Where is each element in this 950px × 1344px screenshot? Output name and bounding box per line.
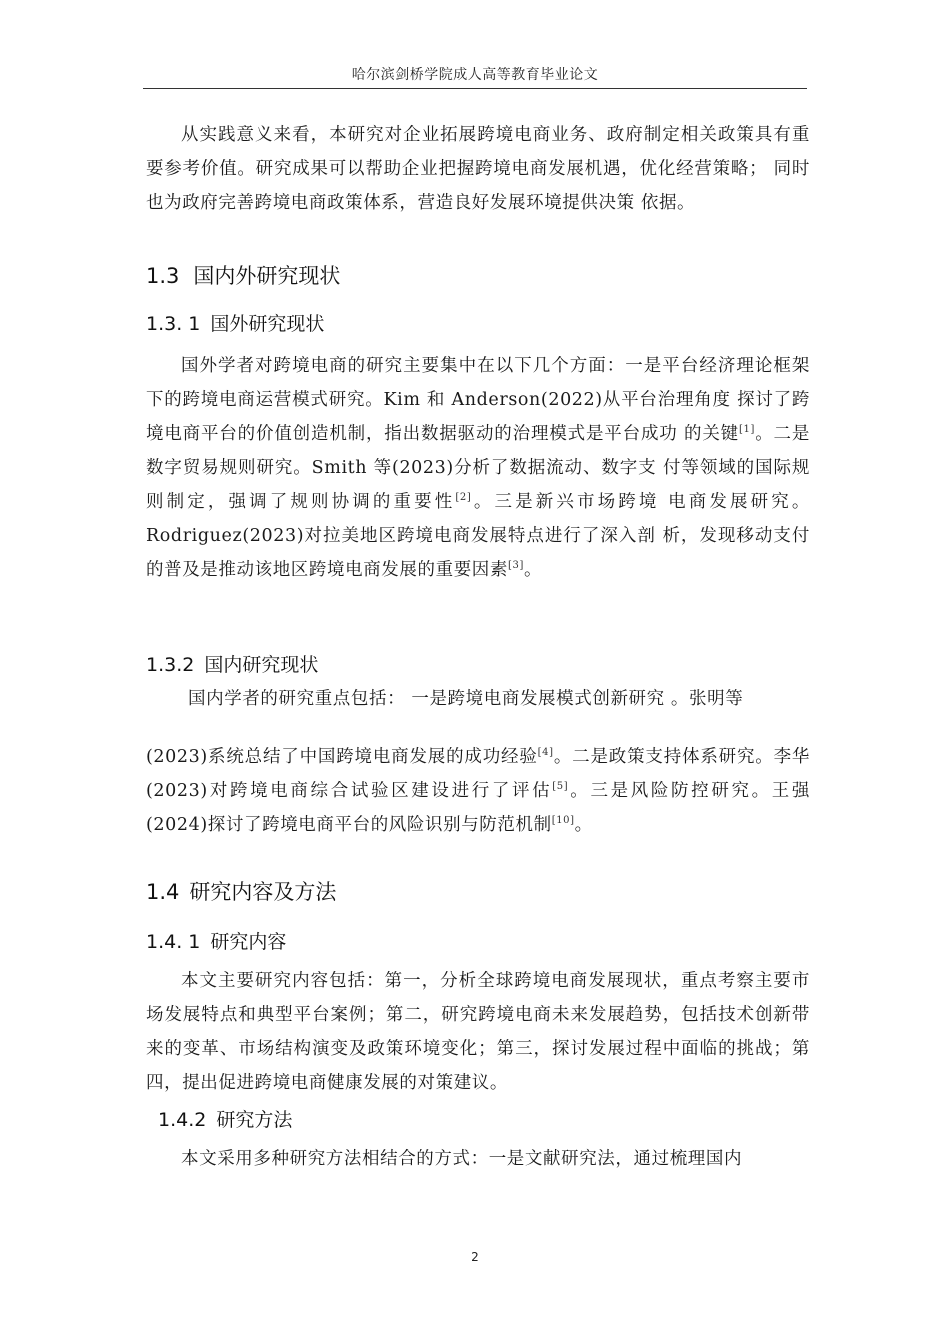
citation-ref: [4]	[537, 747, 554, 759]
section-title: 国内外研究现状	[193, 264, 341, 288]
citation-ref: [2]	[455, 492, 472, 504]
text-run: 国外学者对跨境电商的研究主要集中在以下几个方面：一是平台经济理论框架下的跨境电商运营模式研究。Kim 和 Anderson(2022)从平台治理角度 探讨了跨境电商平台的价值创造机制，指出数据驱动的治理模式是平台成功 的关键	[146, 356, 810, 444]
text-run: 。三是新兴市场跨境 电商发展研究。Rodriguez(2023)对拉美地区跨境电商发展特点进行了深入剖 析，发现移动支付的普及是推动该地区跨境电商发展的重要因素	[146, 492, 810, 580]
section-title: 研究内容	[210, 931, 287, 953]
text-run: 。	[523, 560, 543, 580]
section-1-4-1-heading	[146, 927, 286, 954]
page-number: 2	[471, 1250, 479, 1264]
text-run: 。三是风险防控研究。王强(2024)探讨了跨境电商平台的风险识别与防范机制	[146, 781, 810, 835]
text-run: 。	[574, 815, 593, 835]
research-content-paragraph: 本文主要研究内容包括：第一，分析全球跨境电商发展现状，重点考察主要市场发展特点和典型平台案例；第二，研究跨境电商未来发展趋势，包括技术创新带来的变革、市场结构演变及政策环境变化；第三，探讨发展过程中面临的挑战；第四，提出促进跨境电商健康发展的对策建议。	[146, 971, 810, 1093]
section-number: 1.3.2	[146, 654, 195, 676]
section-1-3-1-heading	[146, 309, 324, 336]
section-title: 国外研究现状	[210, 313, 325, 335]
section-title: 研究方法	[216, 1109, 293, 1131]
citation-ref: [10]	[551, 815, 575, 827]
section-number: 1.4. 1	[146, 931, 201, 953]
section-number: 1.3. 1	[146, 313, 201, 335]
foreign-research-paragraph	[146, 349, 810, 587]
research-method-paragraph: 本文采用多种研究方法相结合的方式：一是文献研究法，通过梳理国内	[181, 1149, 743, 1169]
document-header: 哈尔滨剑桥学院成人高等教育毕业论文	[351, 67, 599, 83]
citation-ref: [3]	[508, 560, 524, 572]
domestic-research-paragraph	[146, 740, 810, 842]
section-1-4-2-heading	[158, 1105, 292, 1132]
section-number: 1.3	[146, 264, 180, 288]
text-run: (2023)系统总结了中国跨境电商发展的成功经验	[146, 747, 538, 767]
section-title: 研究内容及方法	[189, 880, 337, 904]
header-divider	[143, 88, 807, 89]
domestic-research-first-line: 国内学者的研究重点包括： 一是跨境电商发展模式创新研究 。张明等	[188, 689, 744, 709]
text-run: 。二是政策支持体系研究。李华(2023)对跨境电商综合试验区建设进行了评估	[146, 747, 810, 801]
section-number: 1.4.2	[158, 1109, 207, 1131]
section-1-4-heading	[146, 876, 336, 906]
section-1-3-2-heading	[146, 650, 318, 677]
citation-ref: [1]	[739, 424, 755, 436]
citation-ref: [5]	[552, 781, 569, 793]
practical-significance-paragraph: 从实践意义来看，本研究对企业拓展跨境电商业务、政府制定相关政策具有重要参考价值。研究成果可以帮助企业把握跨境电商发展机遇，优化经营策略； 同时也为政府完善跨境电商政策体系，营造良好发展环境提供决策 依据。	[146, 125, 810, 213]
text-run: 。二是数字贸易规则研究。Smith 等(2023)分析了数据流动、数字支 付等领域的国际规则制定，强调了规则协调的重要性	[146, 424, 810, 512]
section-1-3-heading	[146, 260, 340, 290]
section-title: 国内研究现状	[204, 654, 319, 676]
section-number: 1.4	[146, 880, 180, 904]
